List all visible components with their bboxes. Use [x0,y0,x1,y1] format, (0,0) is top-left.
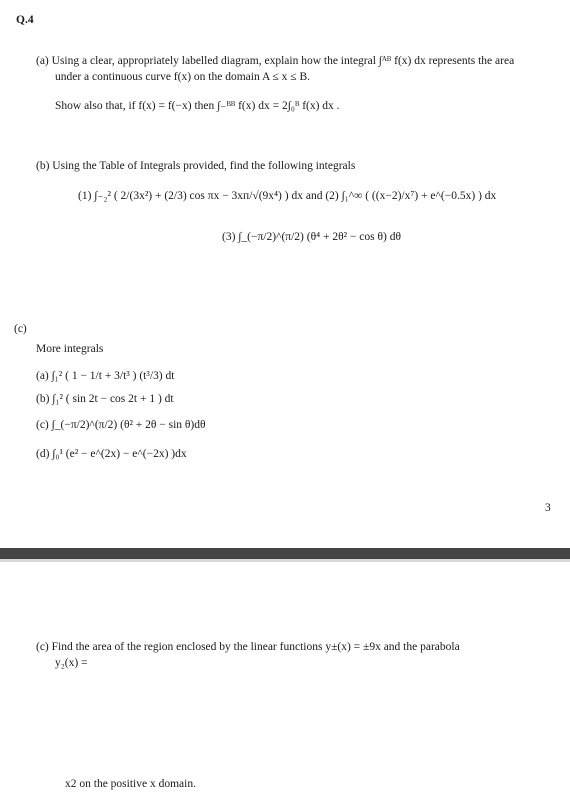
part-b-integral-1-and-2: (1) ∫₋₂² ( 2/(3x²) + (2/3) cos πx − 3xᴨ/√(9x⁴) ) dx and (2) ∫₁^∞ ( ((x−2)/x⁷) + e^(−0.5x) ) dx [78,190,497,202]
more-integral-d: (d) ∫₀¹ (e² − e^(2x) − e^(−2x) )dx [36,448,187,460]
part-c2-line-3: x2 on the positive x domain. [65,778,196,790]
part-c-label: (c) [14,323,27,335]
more-integrals-heading: More integrals [36,343,104,355]
part-a-line-1: (a) Using a clear, appropriately labelled diagram, explain how the integral ∫ᴬᴮ f(x) dx represents the area [36,55,515,67]
question-number: Q.4 [16,14,34,26]
page-separator [0,548,570,559]
more-integral-b: (b) ∫₁² ( sin 2t − cos 2t + 1 ) dt [36,393,174,405]
part-a-line-3: Show also that, if f(x) = f(−x) then ∫₋ᴮᴮ f(x) dx = 2∫₀ᴮ f(x) dx . [55,100,340,112]
part-b-integral-3: (3) ∫_(−π/2)^(π/2) (θ⁴ + 2θ² − cos θ) dθ [222,231,401,243]
page-number: 3 [545,502,551,514]
more-integral-c: (c) ∫_(−π/2)^(π/2) (θ² + 2θ − sin θ)dθ [36,419,206,431]
part-c2-line-1: (c) Find the area of the region enclosed by the linear functions y±(x) = ±9x and the parabola [36,641,460,653]
page-separator-shadow [0,559,570,562]
part-c2-line-2: y₂(x) = [55,657,88,669]
part-b-line-1: (b) Using the Table of Integrals provided, find the following integrals [36,160,356,172]
more-integral-a: (a) ∫₁² ( 1 − 1/t + 3/t³ ) (t³/3) dt [36,370,175,382]
part-a-line-2: under a continuous curve f(x) on the domain A ≤ x ≤ B. [55,71,311,83]
